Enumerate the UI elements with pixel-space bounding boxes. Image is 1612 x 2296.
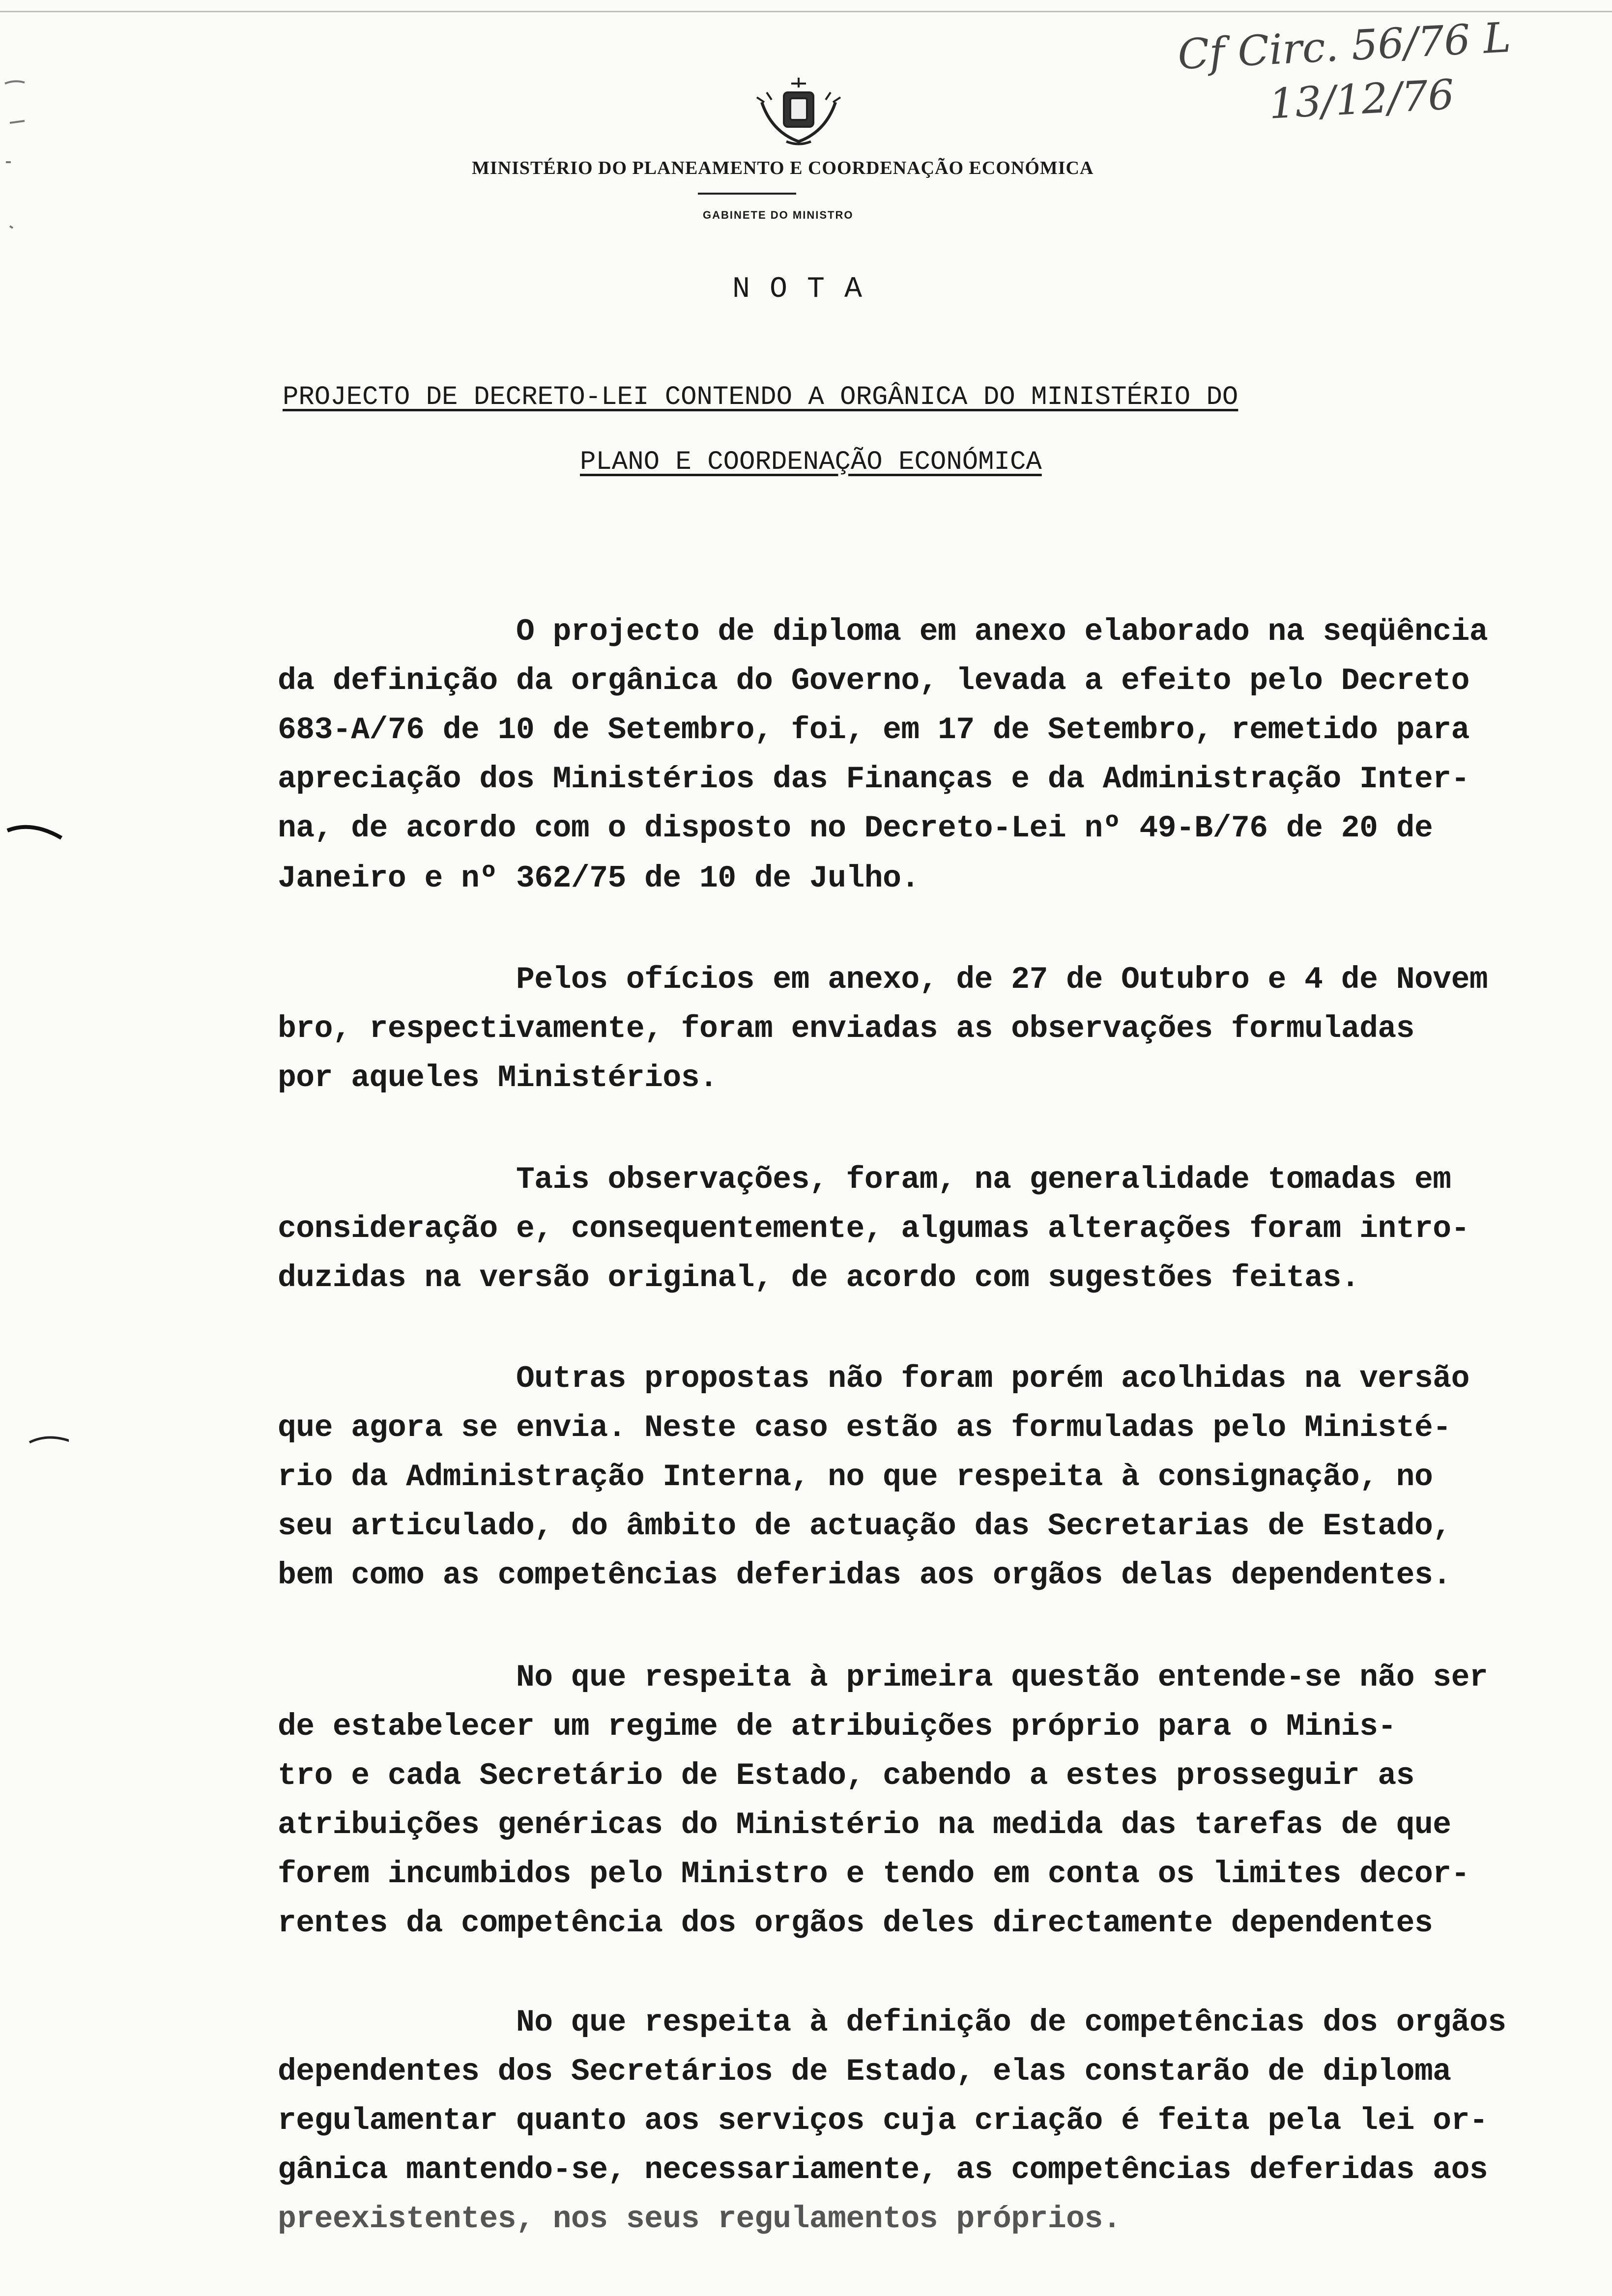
- body-line: gânica mantendo-se, necessariamente, as competências deferidas aos: [278, 2152, 1488, 2187]
- body-line: atribuições genéricas do Ministério na medida das tarefas de que: [278, 1808, 1451, 1842]
- header-divider: [698, 193, 796, 195]
- body-line: O projecto de diploma em anexo elaborado na seqüência: [516, 614, 1488, 649]
- body-line: dependentes dos Secretários de Estado, elas constarão de diploma: [278, 2054, 1451, 2089]
- body-line: Tais observações, foram, na generalidade tomadas em: [516, 1162, 1451, 1197]
- body-line: da definição da orgânica do Governo, levada a efeito pelo Decreto: [278, 663, 1469, 698]
- body-line: seu articulado, do âmbito de actuação das Secretarias de Estado,: [278, 1509, 1451, 1544]
- body-line: por aqueles Ministérios.: [278, 1061, 718, 1095]
- body-line: duzidas na versão original, de acordo com sugestões feitas.: [278, 1261, 1360, 1295]
- ministry-header: MINISTÉRIO DO PLANEAMENTO E COORDENAÇÃO ECONÓMICA: [472, 158, 1094, 178]
- body-line: tro e cada Secretário de Estado, cabendo a estes prosseguir as: [278, 1758, 1414, 1793]
- body-line: consideração e, consequentemente, algumas alterações foram intro-: [278, 1211, 1469, 1246]
- body-line: rentes da competência dos orgãos deles directamente dependentes: [278, 1906, 1433, 1941]
- document-title: NOTA: [732, 273, 882, 306]
- body-line: rio da Administração Interna, no que respeita à consignação, no: [278, 1460, 1433, 1494]
- handwritten-annotation: [1176, 12, 1512, 155]
- body-line: 683-A/76 de 10 de Setembro, foi, em 17 de Setembro, remetido para: [278, 713, 1469, 747]
- annotation-date: 13/12/76: [1267, 70, 1456, 128]
- subject-heading-line-1: PROJECTO DE DECRETO-LEI CONTENDO A ORGÂNICA DO MINISTÉRIO DO: [283, 382, 1238, 412]
- body-line: que agora se envia. Neste caso estão as formuladas pelo Ministé-: [278, 1410, 1451, 1445]
- body-line: bem como as competências deferidas aos orgãos delas dependentes.: [278, 1558, 1451, 1593]
- body-line: apreciação dos Ministérios das Finanças e da Administração Inter-: [278, 762, 1469, 797]
- body-line: preexistentes, nos seus regulamentos próprios.: [278, 2202, 1122, 2237]
- annotation-reference: Cf Circ. 56/76 L: [1176, 13, 1512, 79]
- body-line: Outras propostas não foram porém acolhidas na versão: [516, 1361, 1469, 1396]
- coat-of-arms-seal: [747, 73, 850, 146]
- subject-heading-line-2: PLANO E COORDENAÇÃO ECONÓMICA: [580, 447, 1042, 477]
- scan-edge-line: [0, 11, 1612, 12]
- cabinet-subheader: GABINETE DO MINISTRO: [703, 209, 854, 221]
- body-line: Janeiro e nº 362/75 de 10 de Julho.: [278, 861, 920, 896]
- body-line: na, de acordo com o disposto no Decreto-Lei nº 49-B/76 de 20 de: [278, 811, 1433, 846]
- body-line: bro, respectivamente, foram enviadas as observações formuladas: [278, 1011, 1414, 1046]
- body-line: regulamentar quanto aos serviços cuja criação é feita pela lei or-: [278, 2103, 1488, 2138]
- body-line: No que respeita à definição de competências dos orgãos: [516, 2005, 1506, 2040]
- margin-scan-marks: [0, 0, 69, 2296]
- body-line: forem incumbidos pelo Ministro e tendo em conta os limites decor-: [278, 1857, 1469, 1892]
- body-line: No que respeita à primeira questão entende-se não ser: [516, 1660, 1488, 1695]
- body-line: Pelos ofícios em anexo, de 27 de Outubro e 4 de Novem: [516, 962, 1488, 997]
- body-line: de estabelecer um regime de atribuições próprio para o Minis-: [278, 1709, 1396, 1744]
